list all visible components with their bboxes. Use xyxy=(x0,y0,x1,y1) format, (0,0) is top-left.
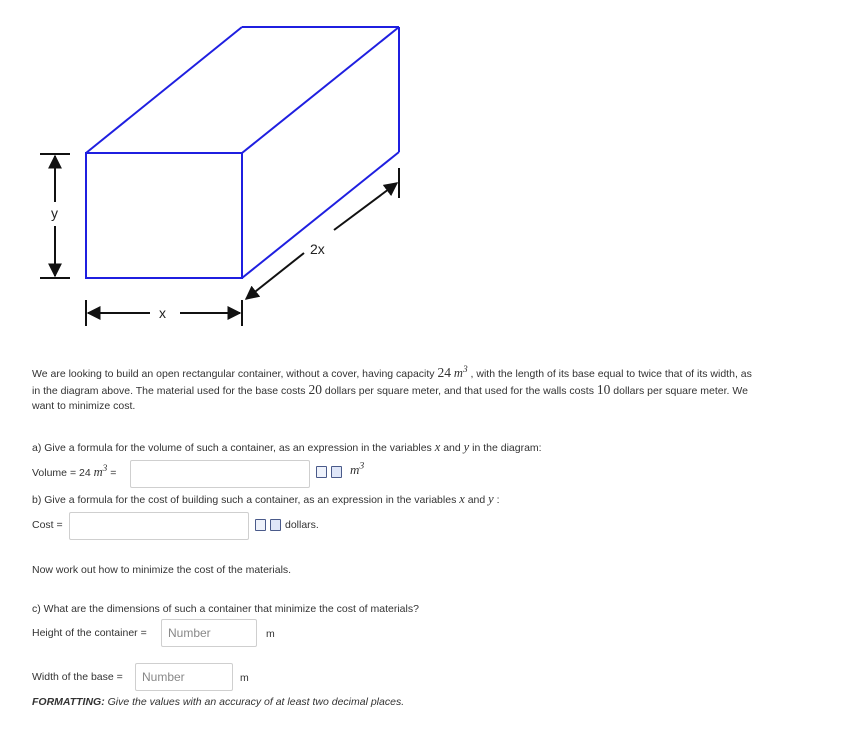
box-edge-bottom-right xyxy=(242,152,399,278)
intro-paragraph xyxy=(32,365,832,414)
formatting-note xyxy=(32,696,404,708)
intro-line-3: want to minimize cost. xyxy=(32,400,136,412)
capacity-value: 24 xyxy=(437,365,451,380)
height-input[interactable] xyxy=(161,619,257,647)
equation-editor-icon-b[interactable] xyxy=(270,519,281,531)
part-b-prompt xyxy=(32,492,500,507)
and-text-b: and xyxy=(464,494,489,506)
wall-cost-value: 10 xyxy=(596,382,611,397)
intro-line-1 xyxy=(32,365,832,382)
label-2x: 2x xyxy=(310,241,325,257)
part-a-text: a) Give a formula for the volume of such a container, as an expression in the variables xyxy=(32,442,435,454)
volume-equals: = xyxy=(107,467,117,479)
depth-arrow-down xyxy=(246,253,304,299)
box-edge-top-left xyxy=(86,27,242,153)
preview-icon-b[interactable] xyxy=(255,519,266,531)
container-diagram xyxy=(0,0,460,340)
var-y-b: y xyxy=(488,492,494,506)
formatting-label: FORMATTING: xyxy=(32,696,105,708)
volume-label-unit: $m^3$ xyxy=(93,463,108,479)
equation-editor-icon[interactable] xyxy=(331,466,342,478)
preview-icon[interactable] xyxy=(316,466,327,478)
cost-unit-after: dollars. xyxy=(285,519,319,531)
intro-line-2 xyxy=(32,382,832,399)
label-x: x xyxy=(159,305,166,321)
intro-text-2: , with the length of its base equal to twice that of its width, as xyxy=(467,368,752,380)
intro-text-5: dollars per square meter. We xyxy=(610,385,748,397)
intro-text-3: in the diagram above. The material used for the base costs xyxy=(32,385,309,397)
part-b-text-end: : xyxy=(493,494,500,506)
volume-label-text: Volume = 24 xyxy=(32,467,94,479)
width-input[interactable] xyxy=(135,663,233,691)
capacity-unit: $m^3$ xyxy=(453,364,468,380)
width-unit: m xyxy=(240,672,249,684)
dimension-arrows xyxy=(40,154,399,326)
intro-text-1: We are looking to build an open rectangular container, without a cover, having capacity xyxy=(32,368,438,380)
var-y: y xyxy=(463,440,470,454)
formatting-text: Give the values with an accuracy of at least two decimal places. xyxy=(104,696,405,708)
box-edge-top-right xyxy=(242,27,399,153)
intro-text-4: dollars per square meter, and that used for the walls costs xyxy=(321,385,597,397)
var-x: x xyxy=(434,440,441,454)
height-label: Height of the container = xyxy=(32,627,147,639)
volume-unit-after: $m^3$ xyxy=(350,460,365,477)
part-a-prompt xyxy=(32,440,542,455)
cost-label: Cost = xyxy=(32,519,63,531)
volume-input[interactable] xyxy=(130,460,310,488)
height-unit: m xyxy=(266,628,275,640)
part-b-text: b) Give a formula for the cost of building such a container, as an expression in the variables xyxy=(32,494,460,506)
box-front-face xyxy=(86,153,242,278)
and-text: and xyxy=(440,442,464,454)
width-label: Width of the base = xyxy=(32,671,123,683)
volume-label xyxy=(32,465,116,480)
label-y: y xyxy=(51,205,58,221)
var-x-b: x xyxy=(459,492,465,506)
box-outline xyxy=(86,27,399,278)
base-cost-value: 20 xyxy=(308,382,322,397)
part-a-text-end: in the diagram: xyxy=(469,442,542,454)
instruction-text: Now work out how to minimize the cost of the materials. xyxy=(32,564,292,576)
part-c-prompt: c) What are the dimensions of such a container that minimize the cost of materials? xyxy=(32,603,419,615)
cost-input[interactable] xyxy=(69,512,249,540)
depth-arrow-up xyxy=(334,183,397,230)
